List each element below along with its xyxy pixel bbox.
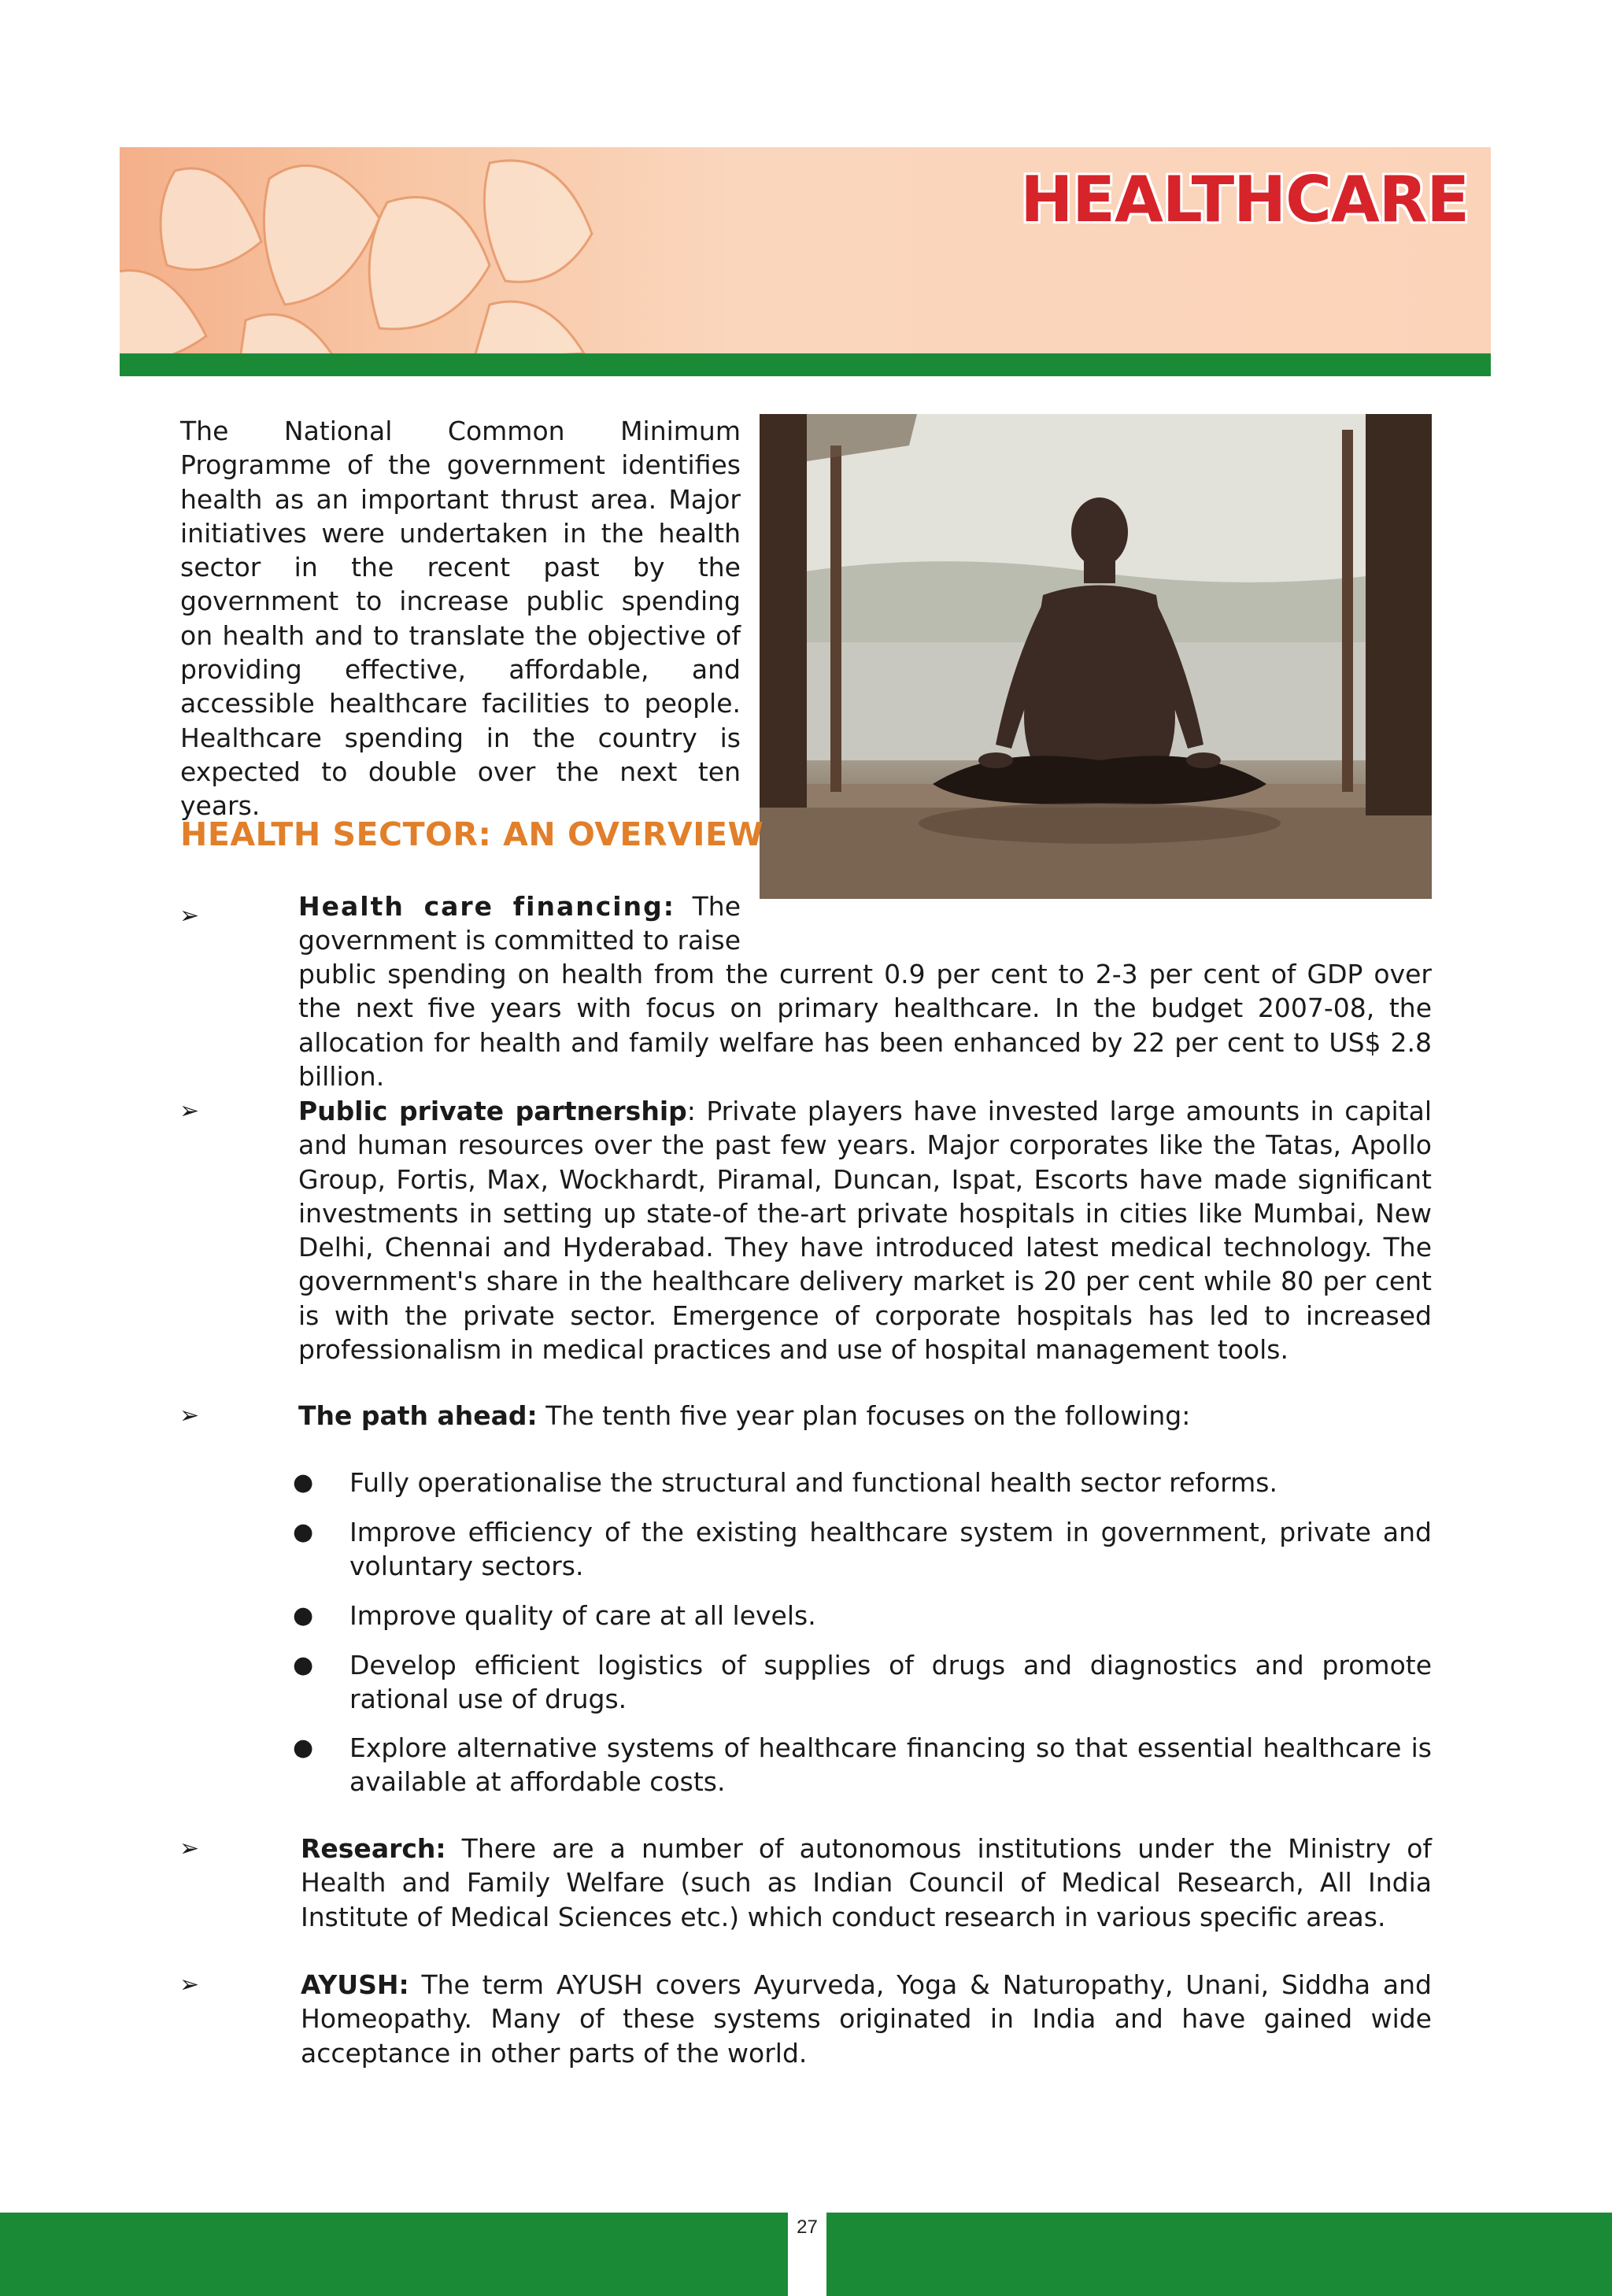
research-label: Research: [301,1833,446,1864]
ppp-paragraph [298,1094,1432,1366]
page-number: 27 [797,2217,818,2238]
footer-bar-left [0,2213,788,2296]
section-title: HEALTH SECTOR: AN OVERVIEW [180,815,764,853]
arrow-bullet-icon: ➢ [179,1835,200,1862]
dot-bullet-icon: ● [293,1469,314,1496]
intro-paragraph: The National Common Minimum Programme of the government identifies health as an important thrust area. Major initiatives were undertaken in the health sector in the recent past by the government to increase public spending on health and to translate the objective of providing effective, affordable, and accessible healthcare facilities to people. Healthcare spending in the country is expected to double over the next ten years. [180,416,741,822]
meditation-icon [760,414,1432,899]
orange-segments-image [120,147,608,353]
list-item: Fully operationalise the structural and functional health sector reforms. [349,1467,1277,1498]
path-label: The path ahead: [298,1400,538,1431]
financing-head [298,889,741,958]
ppp-text: : Private players have invested large amounts in capital and human resources over the past few years. Major corporates like the Tatas, Apollo Group, Fortis, Max, Wockhardt, Piramal, Duncan, Ispat, Escorts have made significant investments in setting up state-of the-art private hospitals in cities like Mumbai, New Delhi, Chennai and Hyderabad. They have introduced latest medical technology. The government's share in the healthcare delivery market is 20 per cent while 80 per cent is with the private sector. Emergence of corporate hospitals has led to increased professionalism in medical practices and use of hospital management tools. [298,1096,1432,1366]
arrow-bullet-icon: ➢ [179,1402,200,1429]
path-text: The tenth five year plan focuses on the following: [537,1400,1191,1431]
dot-bullet-icon: ● [293,1734,314,1762]
financing-text: public spending on health from the current 0.9 per cent to 2-3 per cent of GDP over the next five years with focus on primary healthcare. In the budget 2007-08, the allocation for health and family welfare has been enhanced by 22 per cent to US$ 2.8 billion. [298,959,1432,1092]
dot-bullet-icon: ● [293,1602,314,1629]
path-paragraph [298,1399,1432,1433]
research-paragraph [301,1832,1432,1934]
ppp-label: Public private partnership [298,1096,687,1126]
financing-text-head: The government is committed to raise [298,891,741,956]
arrow-bullet-icon: ➢ [179,1097,200,1125]
page-title: HEALTHCARE [1020,163,1469,236]
footer-bar-right [826,2213,1612,2296]
dot-bullet-icon: ● [293,1651,314,1679]
header-banner [120,147,1491,353]
meditation-photo [760,414,1432,899]
list-item: Explore alternative systems of healthcare financing so that essential healthcare is available at affordable costs. [349,1732,1432,1798]
arrow-bullet-icon: ➢ [179,1971,200,1998]
ayush-text: The term AYUSH covers Ayurveda, Yoga & Naturopathy, Unani, Siddha and Homeopathy. Many of these systems originated in India and have gained wide acceptance in other parts of the world. [301,1969,1432,2069]
list-item: Improve quality of care at all levels. [349,1600,816,1631]
list-item: Improve efficiency of the existing healthcare system in government, private and voluntary sectors. [349,1517,1432,1582]
dot-bullet-icon: ● [293,1518,314,1546]
financing-label: Health care financing: [298,891,675,922]
arrow-bullet-icon: ➢ [179,902,200,930]
ayush-label: AYUSH: [301,1969,409,2000]
list-item: Develop efficient logistics of supplies of drugs and diagnostics and promote rational use of drugs. [349,1650,1432,1715]
research-text: There are a number of autonomous institutions under the Ministry of Health and Family Welfare (such as Indian Council of Medical Research, All India Institute of Medical Sciences etc.) which conduct research in various specific areas. [301,1833,1432,1932]
banner-stripe [120,353,1491,376]
ayush-paragraph [301,1968,1432,2070]
